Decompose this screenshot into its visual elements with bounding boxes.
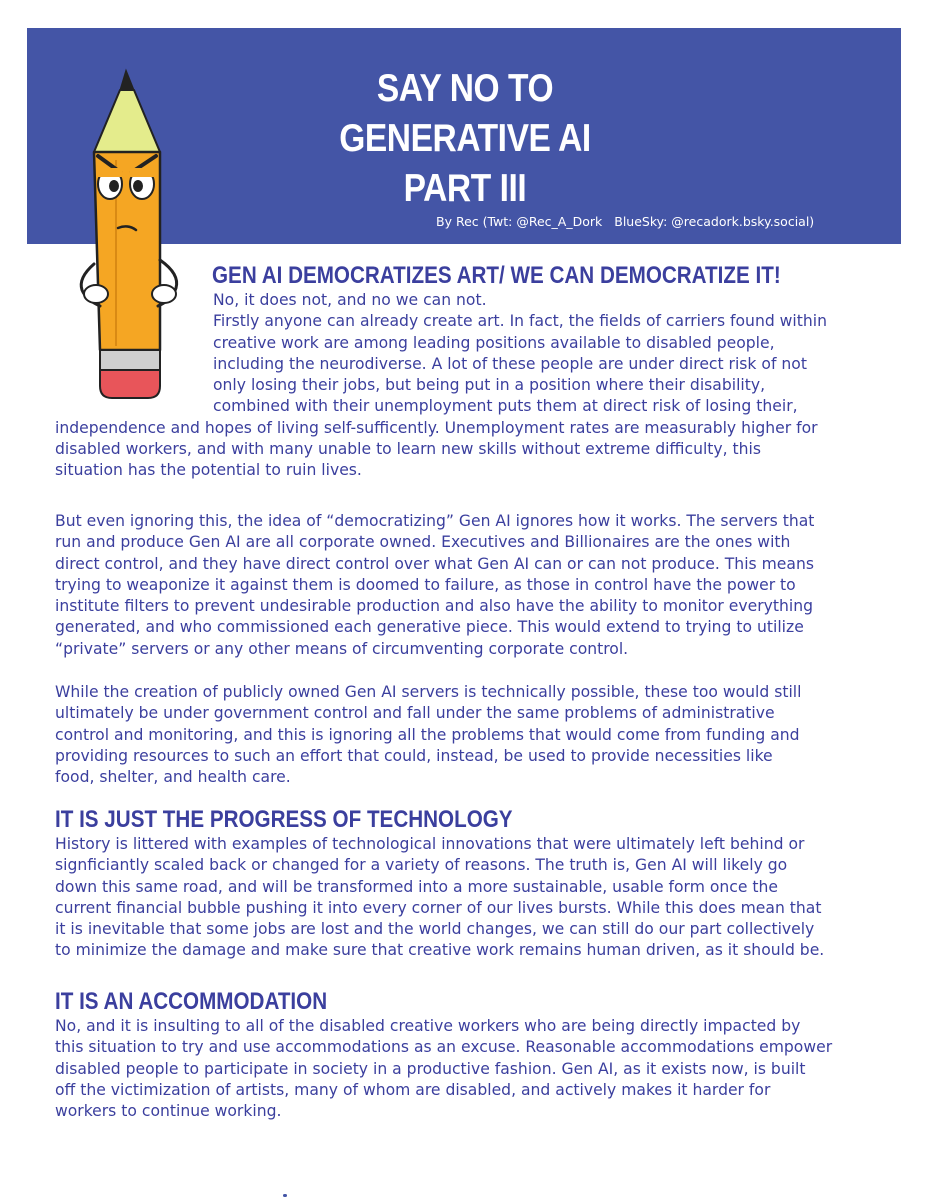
text-line: providing resources to such an effort that could, instead, be used to provide necessities like <box>55 746 773 765</box>
text-line: No, it does not, and no we can not. <box>213 291 487 309</box>
text-line: current financial bubble pushing it into every corner of our lives bursts. While this does mean that <box>55 898 822 917</box>
byline <box>436 214 826 229</box>
text-line: this situation to try and use accommodations as an excuse. Reasonable accommodations empower <box>55 1038 833 1057</box>
text-line: combined with their unemployment puts them at direct risk of losing their, <box>213 397 798 416</box>
text-line: it is inevitable that some jobs are lost and the world changes, we can still do our part collectively <box>55 920 815 939</box>
title-line-3: PART III <box>403 167 527 210</box>
text-line: only losing their jobs, but being put in a position where their disability, <box>213 376 766 395</box>
text-line: including the neurodiverse. A lot of these people are under direct risk of not <box>213 354 807 373</box>
text-line: creative work are among leading positions available to disabled people, <box>213 333 775 352</box>
text-line: signficiantly scaled back or changed for a variety of reasons. The truth is, Gen AI will likely go <box>55 856 788 875</box>
text-line: But even ignoring this, the idea of “democratizing” Gen AI ignores how it works. The servers that <box>55 512 815 530</box>
section-heading-progress: IT IS JUST THE PROGRESS OF TECHNOLOGY <box>55 806 513 833</box>
text-line: ultimately be under government control and fall under the same problems of administrative <box>55 704 775 723</box>
page-mark <box>283 1194 287 1197</box>
text-line: food, shelter, and health care. <box>55 768 291 787</box>
text-line: disabled workers, and with many unable to learn new skills without extreme difficulty, this <box>55 440 762 459</box>
text-line: No, and it is insulting to all of the disabled creative workers who are being directly impacted by <box>55 1017 801 1035</box>
section-heading-accommodation: IT IS AN ACCOMMODATION <box>55 988 328 1015</box>
text-line: trying to weaponize it against them is doomed to failure, as those in control have the power to <box>55 575 796 594</box>
title-line-1: SAY NO TO <box>376 67 554 110</box>
section-democratize-paragraph-2 <box>55 511 814 660</box>
text-line: History is littered with examples of technological innovations that were ultimately left behind or <box>55 835 805 853</box>
text-line: direct control, and they have direct control over what Gen AI can or can not produce. This means <box>55 554 814 573</box>
section-democratize-paragraph-3 <box>55 682 801 788</box>
section-democratize-paragraph-1 <box>55 290 827 482</box>
text-line: workers to continue working. <box>55 1102 282 1121</box>
text-line: disabled people to participate in society in a productive fashion. Gen AI, as it exists now, is built <box>55 1059 806 1078</box>
page-title <box>306 64 624 214</box>
text-line: independence and hopes of living self-sufficently. Unemployment rates are measurably higher for <box>55 418 818 437</box>
section-heading-democratize: GEN AI DEMOCRATIZES ART/ WE CAN DEMOCRATIZE IT! <box>212 262 781 289</box>
text-line: While the creation of publicly owned Gen AI servers is technically possible, these too would still <box>55 683 802 701</box>
text-line: generated, and who commissioned each generative piece. This would extend to trying to utilize <box>55 618 804 637</box>
text-line: run and produce Gen AI are all corporate owned. Executives and Billionaires are the ones with <box>55 533 791 552</box>
text-line: to minimize the damage and make sure that creative work remains human driven, as it should be. <box>55 941 825 960</box>
section-accommodation-paragraph <box>55 1016 832 1122</box>
text-line: situation has the potential to ruin lives. <box>55 461 362 480</box>
text-line: institute filters to prevent undesirable production and also have the ability to monitor everything <box>55 597 813 616</box>
section-progress-paragraph <box>55 834 824 962</box>
text-line: off the victimization of artists, many of whom are disabled, and actively makes it harder for <box>55 1080 771 1099</box>
byline-author: By Rec (Twt: @Rec_A_Dork <box>436 214 603 229</box>
title-line-2: GENERATIVE AI <box>339 117 591 160</box>
byline-bluesky: BlueSky: @recadork.bsky.social) <box>614 214 815 229</box>
text-line: “private” servers or any other means of circumventing corporate control. <box>55 639 629 658</box>
text-line: Firstly anyone can already create art. In fact, the fields of carriers found within <box>213 312 827 331</box>
text-line: down this same road, and will be transformed into a more sustainable, usable form once the <box>55 877 778 896</box>
pencil-mascot-icon <box>76 68 196 408</box>
text-line: control and monitoring, and this is ignoring all the problems that would come from funding and <box>55 725 800 744</box>
